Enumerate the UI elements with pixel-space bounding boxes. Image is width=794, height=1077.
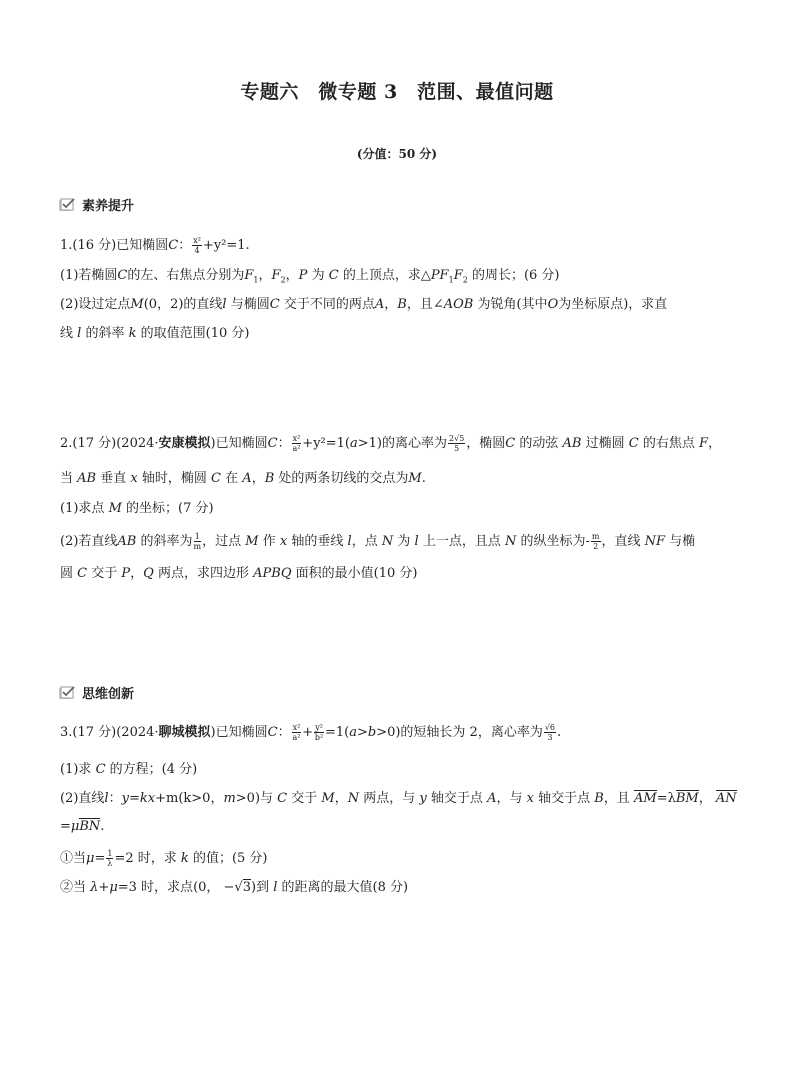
q3-sub1: ①当μ= $\frac{1}{\lambda}$ =2 时，求 k 的值；(5 分) [60,849,268,868]
q2-part1: (1)求点 M 的坐标；(7 分) [60,501,214,516]
q2-part2-line2: 圆 C 交于 P，Q 两点，求四边形 APBQ 面积的最小值(10 分) [60,566,418,581]
checkbox-check-icon [58,198,76,212]
q1-part1: (1)若椭圆C的左、右焦点分别为$F_1$，$F_2$，P 为 C 的上顶点，求$\triangle PF_1F_2$ 的周长；(6 分) [60,268,560,285]
fraction: $\frac{\text{x²}}{4}$ [193,236,201,255]
q3-sub2: ②当 λ+μ=3 时，求点(0， −√3)到 l 的距离的最大值(8 分) [60,880,409,895]
section-label: 思维创新 [82,687,135,702]
checkbox-check-icon [58,686,76,700]
q1-part2-line1: (2)设过定点M(0，2)的直线l 与椭圆C 交于不同的两点A，B，且∠AOB 为锐角(其中O为坐标原点)，求直 [60,297,668,312]
section-label: 素养提升 [82,199,135,214]
q3-stem: 3.(17 分)(2024·聊城模拟)已知椭圆C： $\frac{\text{x²}}{\text{a²}}$ + $\frac{\text{y²}}{\text{b²}}$ =1(a>b>0)的短轴长为 2，离心率为 $\frac{√6}{3}$ . [60,723,562,742]
q2-stem-line1: 2.(17 分)(2024·安康模拟)已知椭圆C： $\frac{\text{x²}}{\text{a²}}$ +y²=1(a>1)的离心率为 $\frac{2√5}{5}$ ，椭圆C 的动弦 AB 过椭圆 C 的右焦点 F， [60,434,722,453]
q3-part2-line2: =μBN. [60,819,105,834]
q1-stem: 1.(16 分)已知椭圆C： $\frac{\text{x²}}{4}$ +y²=1. [60,236,250,255]
section-header-suyang [58,195,134,214]
q2-stem-line2: 当 AB 垂直 x 轴时，椭圆 C 在 A，B 处的两条切线的交点为M. [60,471,426,486]
q3-part1: (1)求 C 的方程；(4 分) [60,762,198,777]
page-title: 专题六 微专题 3 范围、最值问题 [240,81,554,103]
section-header-siwei [58,683,134,702]
score-info: (分值：50 分) [356,147,438,161]
q1-part2-line2: 线 l 的斜率 k 的取值范围(10 分) [60,326,250,341]
q3-part2-line1: (2)直线l：y=kx+m(k>0，m>0)与 C 交于 M，N 两点，与 y 轴交于点 A，与 x 轴交于点 B，且 AM=λBM， AN [60,791,737,806]
q2-part2-line1: (2)若直线AB 的斜率为 $\frac{1}{m}$ ，过点 M 作 x 轴的垂线 l，点 N 为 l 上一点，且点 N 的纵坐标为- $\frac{m}{2}$ ，直线 NF 与椭 [60,532,696,551]
